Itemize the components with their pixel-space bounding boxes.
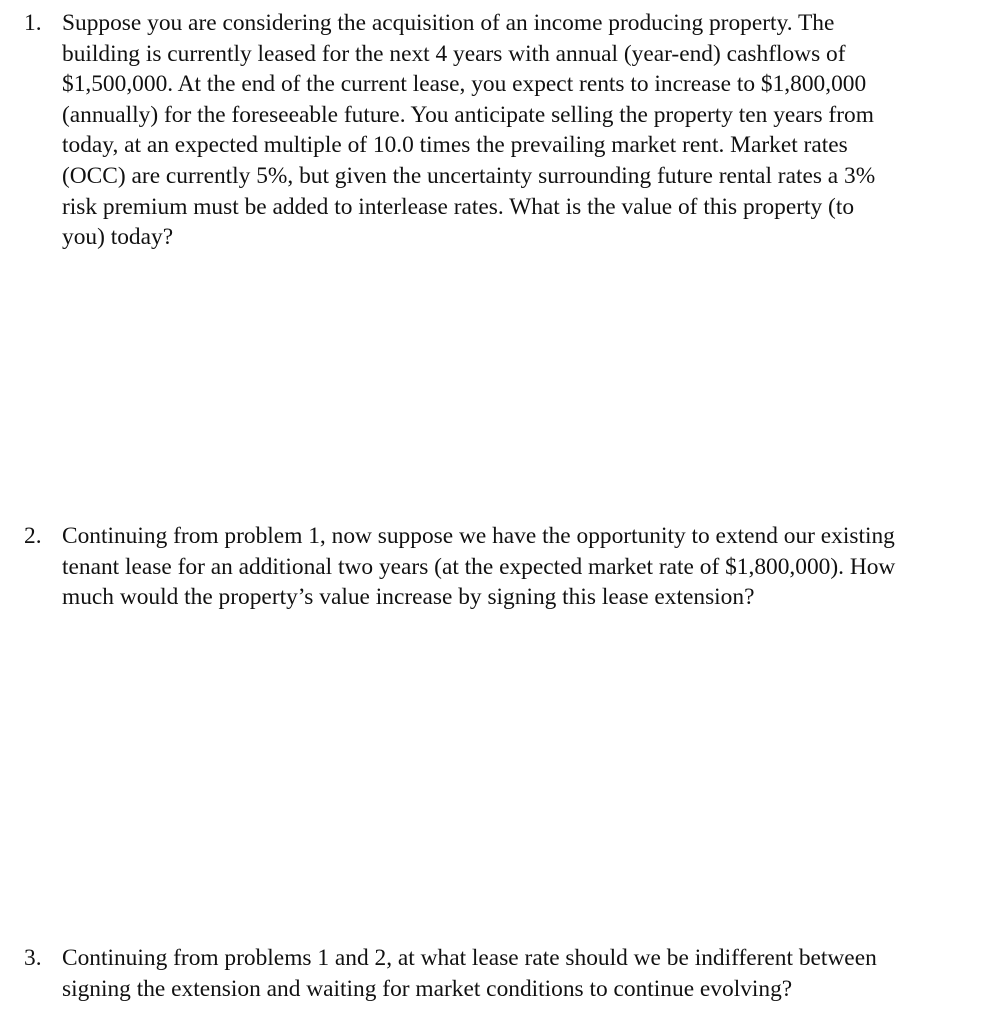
- problem-text-line: today, at an expected multiple of 10.0 times the prevailing market rent. Market rates: [62, 132, 848, 159]
- problem-number: 2.: [24, 523, 42, 549]
- problem-text-line: much would the property’s value increase by signing this lease extension?: [62, 584, 755, 611]
- problem-text-line: signing the extension and waiting for market conditions to continue evolving?: [62, 975, 793, 1002]
- problem-text-line: Continuing from problems 1 and 2, at what lease rate should we be indifferent between: [62, 945, 877, 971]
- problem-number: 1.: [24, 10, 42, 36]
- problem-text-line: Continuing from problem 1, now suppose we have the opportunity to extend our existing: [62, 523, 895, 549]
- problem-text-line: risk premium must be added to interlease rates. What is the value of this property (to: [62, 193, 855, 220]
- problem-number: 3.: [24, 945, 42, 971]
- problem-text-line: Suppose you are considering the acquisition of an income producing property. The: [62, 10, 835, 36]
- problem-text-line: $1,500,000. At the end of the current lease, you expect rents to increase to $1,800,000: [62, 71, 867, 98]
- problem-text-line: you) today?: [62, 224, 174, 251]
- problem-text-line: (annually) for the foreseeable future. You anticipate selling the property ten years from: [62, 101, 874, 128]
- problem-text-line: (OCC) are currently 5%, but given the uncertainty surrounding future rental rates a 3%: [62, 163, 876, 189]
- problem-text-line: building is currently leased for the next 4 years with annual (year-end) cashflows of: [62, 40, 846, 67]
- problem-text-line: tenant lease for an additional two years (at the expected market rate of $1,800,000). How: [62, 553, 896, 580]
